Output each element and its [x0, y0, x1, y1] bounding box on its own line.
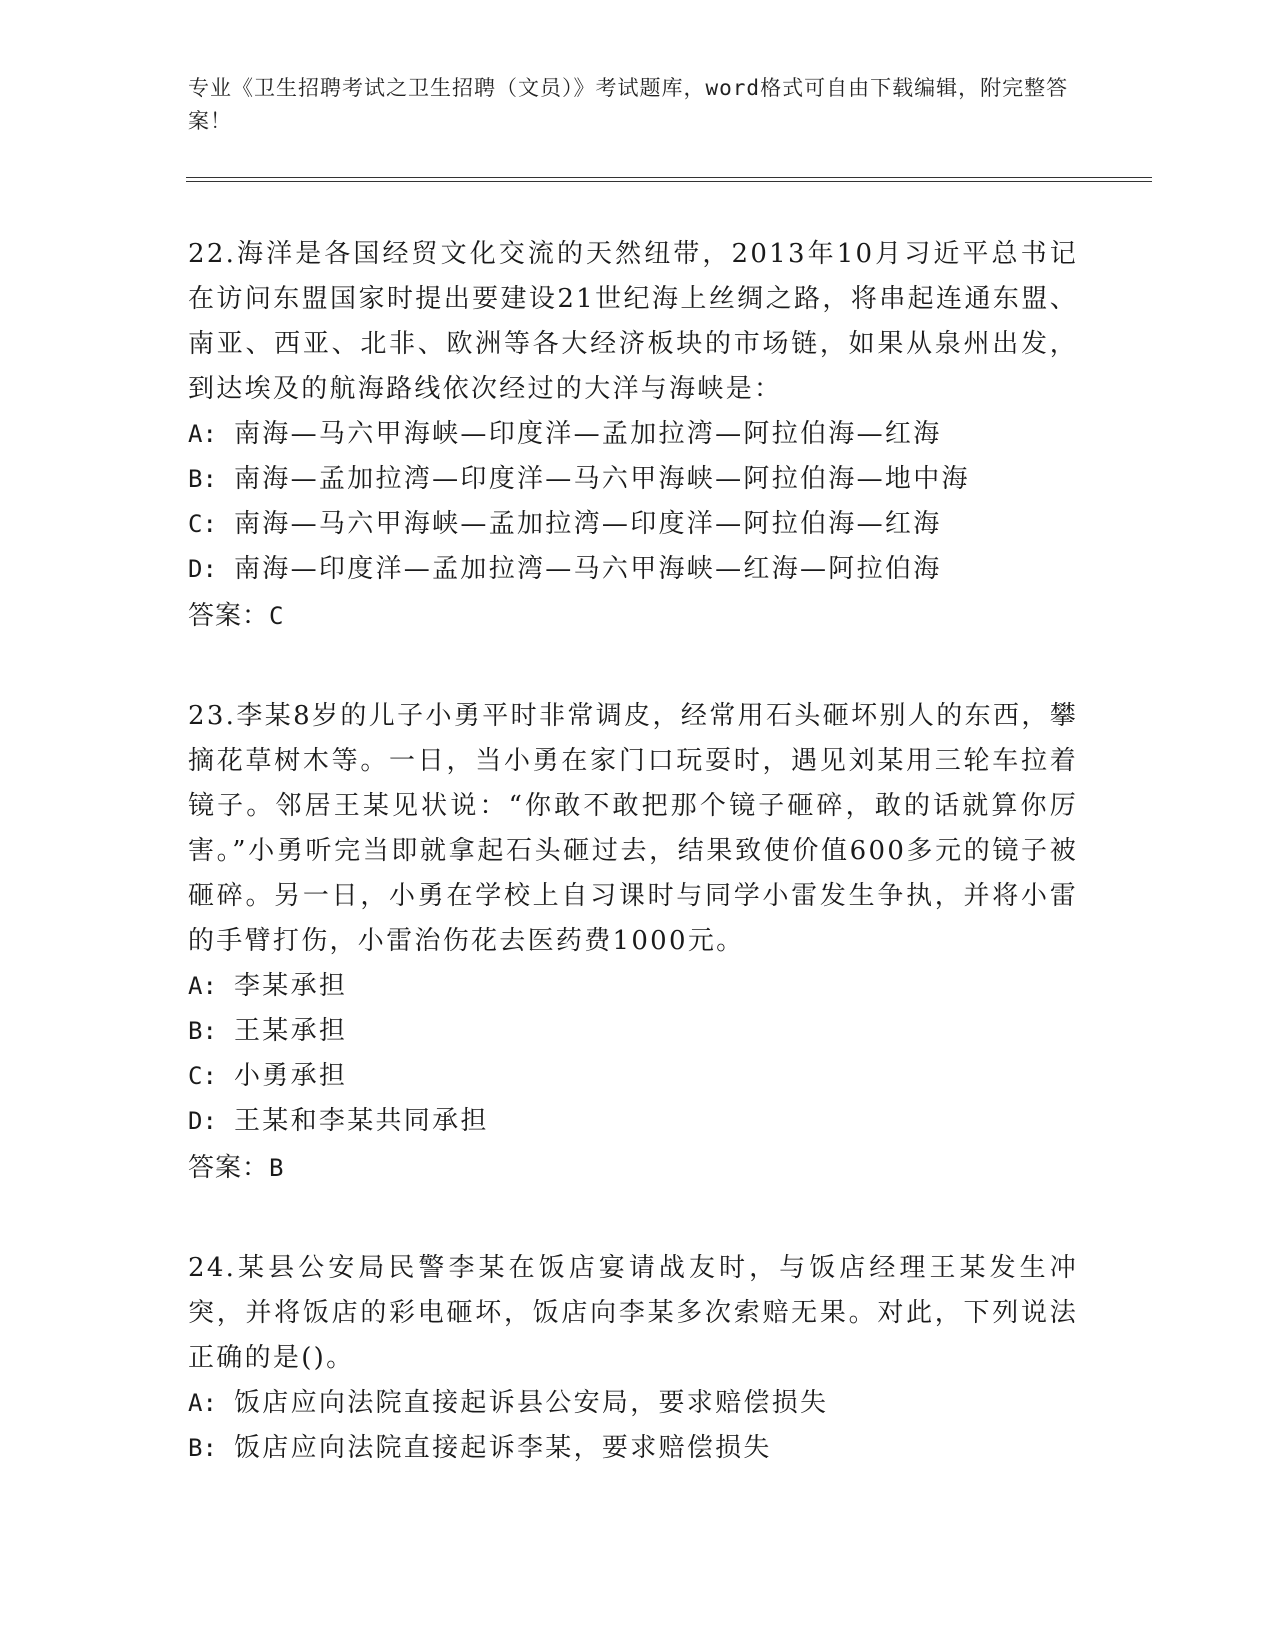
option-a — [188, 964, 1078, 1009]
option-letter: B: — [188, 465, 217, 493]
option-letter: A: — [188, 1389, 217, 1417]
option-text: 南海—马六甲海峡—孟加拉湾—印度洋—阿拉伯海—红海 — [234, 509, 942, 539]
option-letter: D: — [188, 1107, 217, 1135]
header-double-rule — [186, 177, 1152, 182]
option-b — [188, 1009, 1078, 1054]
option-letter: C: — [188, 1062, 217, 1090]
option-b — [188, 1426, 1078, 1471]
question-stem: 23.李某8岁的儿子小勇平时非常调皮，经常用石头砸坏别人的东西，攀摘花草树木等。一日，当小勇在家门口玩耍时，遇见刘某用三轮车拉着镜子。邻居王某见状说：“你敢不敢把那个镜子砸碎，敢的话就算你厉害。”小勇听完当即就拿起石头砸过去，结果致使价值600多元的镜子被砸碎。另一日，小勇在学校上自习课时与同学小雷发生争执，并将小雷的手臂打伤，小雷治伤花去医药费1000元。 — [188, 701, 1078, 956]
question-24 — [188, 1246, 1078, 1471]
question-stem: 22.海洋是各国经贸文化交流的天然纽带，2013年10月习近平总书记在访问东盟国家时提出要建设21世纪海上丝绸之路，将串起连通东盟、南亚、西亚、北非、欧洲等各大经济板块的市场链，如果从泉州出发，到达埃及的航海路线依次经过的大洋与海峡是： — [188, 239, 1078, 404]
option-text: 南海—马六甲海峡—印度洋—孟加拉湾—阿拉伯海—红海 — [234, 419, 942, 449]
option-d — [188, 1099, 1078, 1144]
option-letter: D: — [188, 555, 217, 583]
option-d — [188, 547, 1078, 592]
answer-line — [188, 1144, 1078, 1192]
option-text: 南海—孟加拉湾—印度洋—马六甲海峡—阿拉伯海—地中海 — [234, 464, 970, 494]
answer-label: 答案： — [188, 601, 270, 631]
option-letter: B: — [188, 1017, 217, 1045]
question-stem: 24.某县公安局民警李某在饭店宴请战友时，与饭店经理王某发生冲突，并将饭店的彩电砸坏，饭店向李某多次索赔无果。对此，下列说法正确的是()。 — [188, 1253, 1078, 1373]
option-text: 王某承担 — [234, 1016, 348, 1046]
option-letter: C: — [188, 510, 217, 538]
option-text: 李某承担 — [234, 971, 348, 1001]
answer-label: 答案： — [188, 1153, 270, 1183]
option-letter: A: — [188, 972, 217, 1000]
option-b — [188, 457, 1078, 502]
page-header-text: 专业《卫生招聘考试之卫生招聘（文员）》考试题库，word格式可自由下载编辑，附完整答案！ — [188, 76, 1069, 133]
option-c — [188, 502, 1078, 547]
option-text: 南海—印度洋—孟加拉湾—马六甲海峡—红海—阿拉伯海 — [234, 554, 942, 584]
answer-value: C — [269, 602, 285, 630]
question-22 — [188, 232, 1078, 640]
option-text: 王某和李某共同承担 — [234, 1106, 489, 1136]
option-a — [188, 1381, 1078, 1426]
option-a — [188, 412, 1078, 457]
option-letter: B: — [188, 1434, 217, 1462]
answer-line — [188, 592, 1078, 640]
question-list — [188, 232, 1078, 1525]
option-text: 饭店应向法院直接起诉李某，要求赔偿损失 — [234, 1433, 772, 1463]
option-letter: A: — [188, 420, 217, 448]
answer-value: B — [269, 1154, 285, 1182]
option-c — [188, 1054, 1078, 1099]
option-text: 小勇承担 — [234, 1061, 348, 1091]
question-23 — [188, 694, 1078, 1192]
option-text: 饭店应向法院直接起诉县公安局，要求赔偿损失 — [234, 1388, 829, 1418]
